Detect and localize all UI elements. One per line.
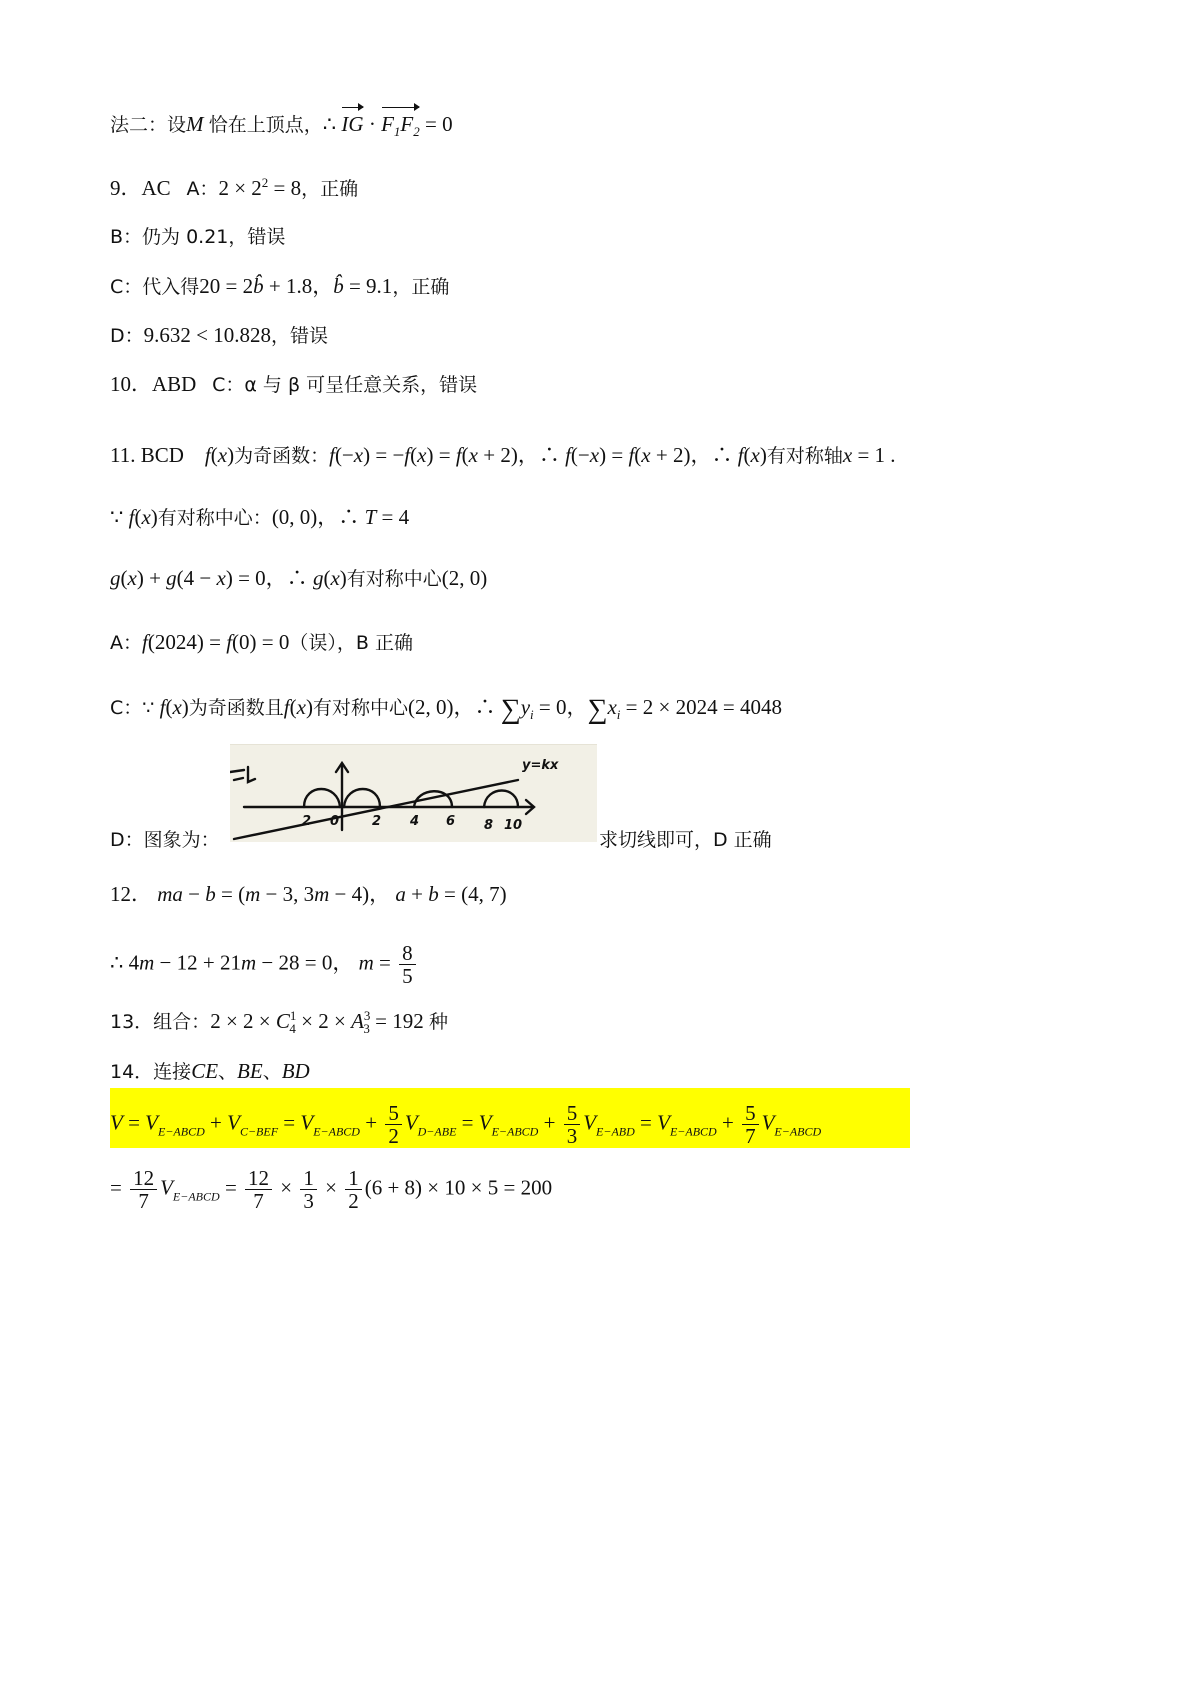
tick-4: 4 bbox=[410, 814, 420, 829]
line-q14-result: = $\frac{12}{7}$ $V_{E-ABCD}$ = $\frac{12}{7}$ × $\frac{1}{3}$ × $\frac{1}{2}$ (6 + 8) × 10 × 5 = 200 bbox=[110, 1166, 553, 1213]
hump-2 bbox=[344, 789, 380, 807]
line-q11-c: g(x) + g(4 − x) = 0，∴ g(x)有对称中心(2, 0) bbox=[110, 566, 488, 590]
line-q14-volume: $V = V_{E-ABCD} + V_{C-BEF} = V_{E-ABCD}$ + $\frac{5}{2}$ $V_{D-ABE} = V_{E-ABCD}$ + $\frac{5}{3}$ $V_{E-ABD} = V_{E-ABCD}$ + $\frac{5}{7}$ $V_{E-ABCD}$ bbox=[110, 1101, 822, 1148]
tick-2: 2 bbox=[372, 814, 382, 829]
hump-3 bbox=[414, 791, 452, 807]
tick-6: 6 bbox=[446, 814, 456, 829]
graph-sketch-image bbox=[230, 744, 597, 842]
vector-f1f2: $F_1F_2$ bbox=[381, 109, 420, 139]
line-q10: 10．ABD C：α 与 β 可呈任意关系，错误 bbox=[110, 372, 478, 396]
vector-ig: IG bbox=[341, 109, 363, 139]
line-y-kx bbox=[234, 780, 518, 839]
hump-1 bbox=[304, 789, 340, 807]
line-q11: 11. BCD f(x)为奇函数：f(−x) = −f(x) = f(x + 2)，∴ f(−x) = f(x + 2)，∴ f(x)有对称轴x = 1 . bbox=[110, 443, 896, 467]
line-method-two: 法二：设M 恰在上顶点，∴ IG · $F_1F_2 = 0$ bbox=[110, 109, 453, 140]
line-q11-d: A：f(2024) = f(0) = 0（误），B 正确 bbox=[110, 630, 413, 654]
line-q11-f: D：图象为： bbox=[110, 829, 220, 851]
handwritten-label bbox=[230, 767, 255, 782]
graph-sketch-svg bbox=[230, 745, 597, 842]
line-q13: 13．组合：$2 \times 2 \times C^1_4 \times 2 \times A^3_3 = 192$ 种 bbox=[110, 1008, 449, 1037]
tick-8: 8 bbox=[484, 818, 494, 833]
hump-4 bbox=[484, 791, 518, 808]
line-q11-f-post: 求切线即可，D 正确 bbox=[599, 829, 772, 851]
line-q9-c: C：代入得20 = 2b̂ + 1.8，b̂ = 9.1，正确 bbox=[110, 274, 450, 298]
line-q12-b: ∴ 4m − 12 + 21m − 28 = 0， m = $\frac{8}{5}$ bbox=[110, 942, 419, 987]
tick-0: 0 bbox=[330, 814, 340, 829]
tick-10: 10 bbox=[504, 818, 523, 833]
line-q14: 14．连接CE、BE、BD bbox=[110, 1059, 310, 1083]
line-q9-b: B：仍为 0.21，错误 bbox=[110, 226, 286, 248]
var-m: M bbox=[186, 112, 204, 136]
label-y-kx: y=kx bbox=[522, 758, 559, 773]
line-q11-e: C：∵ f(x)为奇函数且f(x)有对称中心(2, 0)，∴ $\sum y_i = 0$，$\sum x_i = 2 \times 2024 = 4048$ bbox=[110, 694, 782, 725]
line-q12: 12． ma − b = (m − 3, 3m − 4)， a + b = (4, 7) bbox=[110, 882, 507, 906]
line-q11-b: ∵ f(x)有对称中心：(0, 0)，∴ T = 4 bbox=[110, 505, 410, 529]
tick-neg-2: 2 bbox=[302, 814, 312, 829]
line-q9-d: D：9.632 < 10.828，错误 bbox=[110, 323, 328, 347]
line-q9: 9．AC A：$2 \times 2^2 = 8$，正确 bbox=[110, 175, 359, 200]
